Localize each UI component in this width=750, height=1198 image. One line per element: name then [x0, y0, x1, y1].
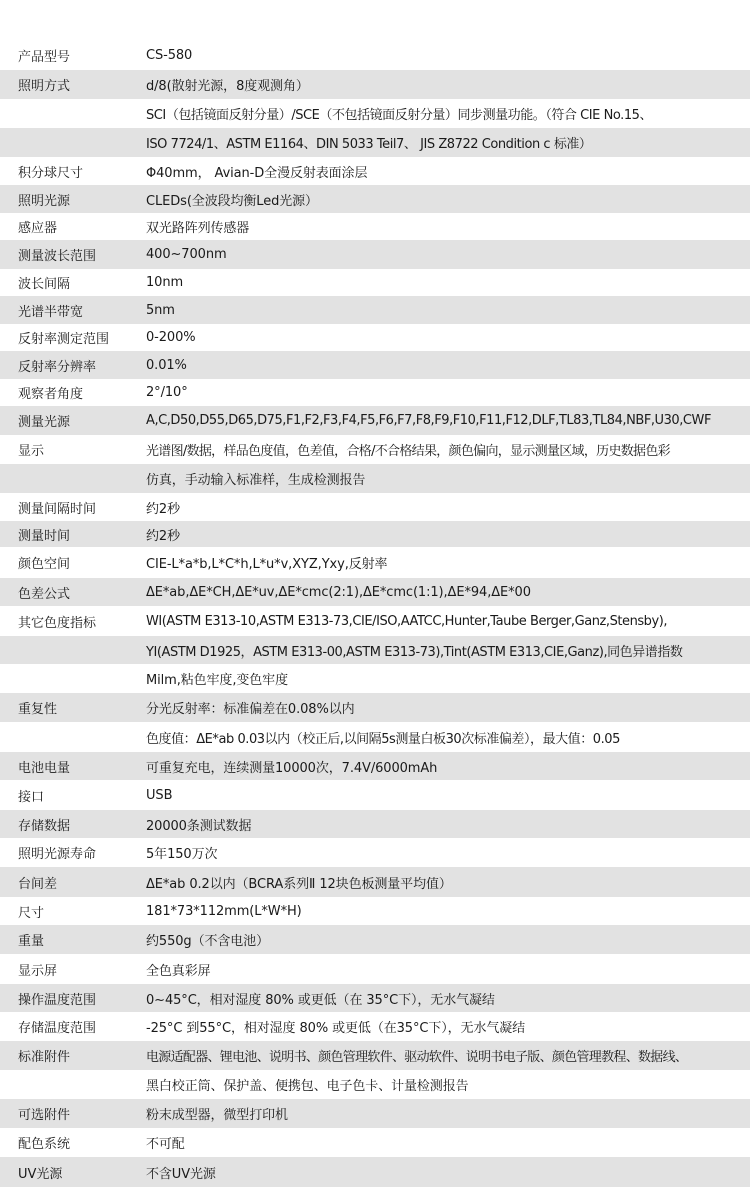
spec-value: 分光反射率：标准偏差在0.08%以内 [146, 702, 355, 717]
spec-label: UV光源 [18, 1166, 63, 1182]
table-row [0, 867, 750, 897]
spec-value: CS-580 [146, 47, 193, 63]
spec-value: 400~700nm [146, 247, 227, 262]
table-row [0, 1012, 750, 1041]
spec-value: d/8(散射光源，8度观测角） [146, 79, 309, 94]
table-row [0, 547, 750, 578]
spec-value: CIE-L*a*b,L*C*h,L*u*v,XYZ,Yxy,反射率 [146, 557, 388, 572]
table-row [0, 780, 750, 810]
table-row [0, 722, 750, 752]
table-row [0, 493, 750, 521]
table-row [0, 693, 750, 722]
table-row [0, 578, 750, 606]
table-row [0, 636, 750, 664]
spec-label: 存储温度范围 [18, 1021, 97, 1036]
spec-label: 颜色空间 [18, 557, 71, 572]
spec-label: 测量光源 [18, 415, 71, 430]
table-row [0, 925, 750, 954]
spec-value: Milm,粘色牢度,变色牢度 [146, 673, 288, 688]
table-row [0, 406, 750, 435]
table-row [0, 240, 750, 269]
spec-value: 20000条测试数据 [146, 818, 252, 834]
spec-label: 观察者角度 [18, 387, 84, 402]
table-row [0, 296, 750, 324]
table-row [0, 213, 750, 240]
spec-label: 接口 [18, 789, 45, 805]
table-row [0, 70, 750, 99]
table-row [0, 521, 750, 547]
spec-value: 全色真彩屏 [146, 963, 211, 979]
spec-label: 测量时间 [18, 528, 71, 544]
spec-value: 粉末成型器，微型打印机 [146, 1108, 288, 1123]
spec-label: 照明方式 [18, 79, 71, 94]
spec-value: 黑白校正筒、保护盖、便携包、电子色卡、计量检测报告 [146, 1079, 469, 1094]
spec-label: 照明光源寿命 [18, 847, 97, 862]
table-row [0, 128, 750, 157]
spec-label: 存储数据 [18, 818, 71, 834]
table-row [0, 664, 750, 693]
spec-value: USB [146, 787, 173, 803]
table-row [0, 1128, 750, 1157]
spec-value: 0~45°C，相对湿度 80% 或更低（在 35°C下），无水气凝结 [146, 992, 495, 1008]
spec-value: ISO 7724/1、ASTM E1164、DIN 5033 Teil7、 JIS Z8722 Condition c 标准） [146, 137, 592, 152]
table-row [0, 1099, 750, 1128]
table-row [0, 897, 750, 925]
table-row [0, 351, 750, 379]
spec-table [0, 40, 750, 1187]
spec-value: 10nm [146, 275, 184, 290]
table-row [0, 157, 750, 185]
spec-value: 5年150万次 [146, 847, 218, 862]
spec-label: 照明光源 [18, 193, 71, 209]
spec-label: 台间差 [18, 876, 58, 892]
spec-value: 电源适配器、锂电池、说明书、颜色管理软件、驱动软件、说明书电子版、颜色管理教程、数据线、 [146, 1050, 688, 1065]
spec-value: WI(ASTM E313-10,ASTM E313-73,CIE/ISO,AATCC,Hunter,Taube Berger,Ganz,Stensby), [146, 613, 668, 629]
spec-label: 感应器 [18, 221, 58, 236]
table-row [0, 99, 750, 128]
table-row [0, 752, 750, 780]
spec-value: 181*73*112mm(L*W*H) [146, 903, 302, 919]
spec-value: 双光路阵列传感器 [146, 221, 250, 236]
spec-value: -25°C 到55°C，相对湿度 80% 或更低（在35°C下），无水气凝结 [146, 1021, 526, 1036]
table-row [0, 1041, 750, 1070]
table-row [0, 984, 750, 1012]
table-row [0, 435, 750, 464]
table-row [0, 838, 750, 867]
spec-value: 约2秒 [146, 528, 180, 544]
spec-value: Φ40mm， Avian-D全漫反射表面涂层 [146, 165, 368, 181]
spec-label: 反射率测定范围 [18, 332, 110, 347]
spec-label: 显示屏 [18, 963, 58, 979]
table-row [0, 269, 750, 296]
spec-value: 光谱图/数据，样品色度值，色差值，合格/不合格结果，颜色偏向，显示测量区域，历史数据色彩 [146, 444, 670, 459]
spec-label: 配色系统 [18, 1137, 71, 1152]
spec-label: 重量 [18, 934, 45, 949]
spec-label: 波长间隔 [18, 277, 71, 292]
spec-value: 0.01% [146, 357, 187, 373]
spec-value: 5nm [146, 302, 175, 318]
spec-value: 仿真，手动输入标准样，生成检测报告 [146, 473, 366, 488]
table-row [0, 185, 750, 213]
spec-label: 测量波长范围 [18, 249, 97, 264]
table-row [0, 324, 750, 351]
spec-value: CLEDs(全波段均衡Led光源） [146, 193, 318, 209]
spec-value: YI(ASTM D1925，ASTM E313-00,ASTM E313-73),Tint(ASTM E313,CIE,Ganz),同色异谱指数 [146, 644, 683, 660]
spec-value: 可重复充电，连续测量10000次，7.4V/6000mAh [146, 760, 438, 776]
table-row [0, 40, 750, 70]
table-row [0, 954, 750, 984]
spec-label: 色差公式 [18, 586, 71, 602]
table-row [0, 606, 750, 636]
spec-label: 反射率分辨率 [18, 359, 97, 375]
spec-label: 可选附件 [18, 1108, 71, 1123]
spec-value: 色度值：ΔE*ab 0.03以内（校正后,以间隔5s测量白板30次标准偏差），最大值：0.05 [146, 731, 620, 747]
spec-value: 约2秒 [146, 501, 180, 517]
table-row [0, 1157, 750, 1187]
spec-label: 重复性 [18, 702, 58, 717]
spec-label: 产品型号 [18, 49, 71, 65]
spec-value: A,C,D50,D55,D65,D75,F1,F2,F3,F4,F5,F6,F7,F8,F9,F10,F11,F12,DLF,TL83,TL84,NBF,U30,CWF [146, 413, 711, 428]
table-row [0, 1070, 750, 1099]
spec-value: 不含UV光源 [146, 1166, 216, 1182]
spec-value: 2°/10° [146, 385, 188, 400]
table-row [0, 379, 750, 406]
spec-value: ΔE*ab,ΔE*CH,ΔE*uv,ΔE*cmc(2:1),ΔE*cmc(1:1),ΔE*94,ΔE*00 [146, 584, 531, 600]
spec-label: 电池电量 [18, 760, 71, 776]
spec-label: 尺寸 [18, 905, 45, 921]
spec-value: 不可配 [146, 1137, 185, 1152]
spec-label: 光谱半带宽 [18, 304, 84, 320]
spec-value: SCI（包括镜面反射分量）/SCE（不包括镜面反射分量）同步测量功能。（符合 CIE No.15、 [146, 108, 653, 123]
table-row [0, 810, 750, 838]
spec-label: 其它色度指标 [18, 615, 97, 631]
spec-label: 标准附件 [18, 1050, 71, 1065]
spec-value: 0-200% [146, 330, 196, 345]
spec-label: 积分球尺寸 [18, 165, 84, 181]
spec-label: 操作温度范围 [18, 992, 97, 1008]
spec-label: 测量间隔时间 [18, 501, 97, 517]
table-row [0, 464, 750, 493]
spec-value: 约550g（不含电池） [146, 934, 269, 949]
spec-value: ΔE*ab 0.2以内（BCRA系列Ⅱ 12块色板测量平均值） [146, 876, 452, 892]
spec-label: 显示 [18, 444, 45, 459]
